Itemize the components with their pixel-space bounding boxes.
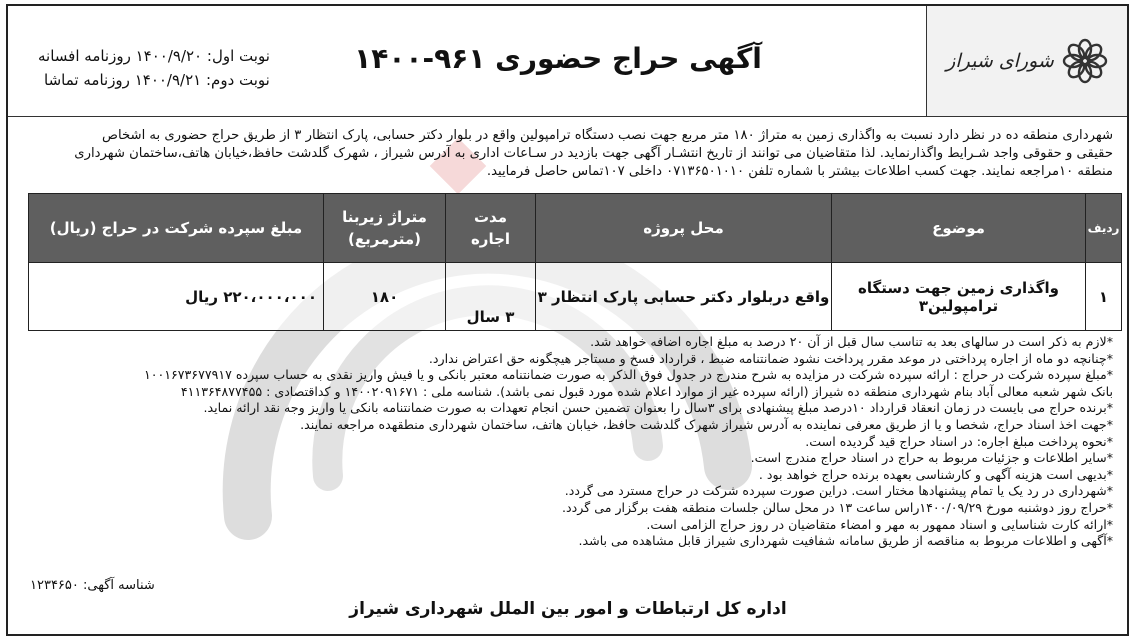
header-row-number: ردیف [1086,194,1122,263]
logo [926,6,1127,116]
cell-area: ۱۸۰ [324,263,446,331]
header-deposit: مبلغ سپرده شرکت در حراج (ریال) [29,194,324,263]
header-subject: موضوع [832,194,1086,263]
conditions-list [24,334,1113,550]
cell-subject-line: واگذاری زمین جهت دستگاه [858,278,1059,297]
cell-row-number: ۱ [1086,263,1122,331]
intro-line: شهرداری منطقه ده در نظر دارد نسبت به واگذاری زمین به متراژ ۱۸۰ متر مربع جهت نصب دستگاه ترامپولین واقع در بلوار دکتر حسابی، پارک انتظار ۳ از طریق حراج حضوری به اشخاص [102,128,1113,143]
intro-line: حقیقی و حقوقی واجد شـرایط واگذارنماید. لذا متقاضیان می توانند از تاریخ انتشـار آگهی جهت بازدید در سـاعات اداری به آدرس شیراز ، شهرک گلدشت حافظ،خیابان هاتف،ساختمان شهرداری [74,146,1113,161]
condition-item: *چنانچه دو ماه از اجاره پرداختی در موعد مقرر پرداخت نشود ضمانتنامه ضبط ، قرارداد فسخ و مستاجر هیچگونه حق اعتراض ندارد. [428,350,1113,366]
table-row [29,263,1122,331]
cell-subject-line: ترامپولین۳ [918,296,999,315]
condition-item: *جهت اخذ اسناد حراج، شخصا و یا از طریق معرفی نماینده به آدرس شیراز شهرک گلدشت حافظ، خیابان هاتف، ساختمان شهرداری منطقهده مراجعه نمایند. [300,416,1113,432]
header-period-line: مدت [473,208,508,226]
notice-first [38,44,270,68]
footer-signature: اداره کل ارتباطات و امور بین الملل شهرداری شیراز [349,599,787,619]
publication-notices [38,44,270,92]
auction-table [28,193,1122,331]
cell-deposit: ۲۲۰،۰۰۰،۰۰۰ ریال [29,263,324,331]
notice-label: نوبت دوم: [206,71,270,89]
condition-item: *آگهی و اطلاعات مربوط به مناقصه از طریق سامانه شفافیت شهرداری شیراز قابل مشاهده می باشد. [578,533,1113,549]
advertisement-frame [6,4,1129,636]
intro-paragraph [22,127,1113,181]
cell-location: واقع دربلوار دکتر حسابی پارک انتظار ۳ [536,263,832,331]
header-location: محل پروژه [536,194,832,263]
condition-item: *شهرداری در رد یک یا تمام پیشنهادها مختار است. دراین صورت سپرده شرکت در حراج مسترد می گردد. [564,483,1113,499]
condition-item: *مبلغ سپرده شرکت در حراج : ارائه سپرده شرکت در مزایده به شرح مندرج در جدول فوق الذکر به صورت ضمانتنامه معتبر بانکی و یا فیش واریز نقدی به حساب سپرده ۱۰۰۱۶۷۳۶۷۷۹۱۷ [143,367,1113,383]
table-header-row [29,194,1122,263]
cell-subject [832,263,1086,331]
header-area-line: (مترمربع) [348,230,421,248]
header-area-line: متراژ زیربنا [342,208,427,226]
intro-line: منطقه ۱۰مراجعه نمایند. جهت کسب اطلاعات بیشتر با شماره تلفن ۰۷۱۳۶۵۰۱۰۱۰ داخلی ۱۰۷تماس حاصل فرمایید. [486,164,1113,179]
notice-label: نوبت اول: [206,47,270,65]
ad-id: شناسه آگهی: ۱۲۳۴۶۵۰ [30,578,155,593]
notice-second [38,68,270,92]
condition-item: *حراج روز دوشنبه مورخ ۱۴۰۰/۰۹/۲۹راس ساعت ۱۳ در محل سالن جلسات منطقه هفت برگزار می گردد. [562,499,1113,515]
header-period [446,194,536,263]
header [8,6,1127,117]
header-period-line: اجاره [470,230,511,248]
cell-period: ۳ سال [446,263,536,331]
condition-item: *نحوه پرداخت مبلغ اجاره: در اسناد حراج قید گردیده است. [805,433,1113,449]
page-title: آگهی حراج حضوری ۹۶۱-۱۴۰۰ [354,42,762,75]
notice-value: ۱۴۰۰/۹/۲۰ روزنامه افسانه [38,47,203,65]
condition-item: بانک شهر شعبه معالی آباد بنام شهرداری منطقه ده شیراز (ارائه سپرده غیر از موارد اعلام شده مورد قبول نمی باشد). شناسه ملی : ۱۴۰۰۲۰۹۱۶۷۱ و کداقتصادی : ۴۱۱۳۶۴۸۷۷۴۵۵ [180,383,1113,399]
condition-item: *ارائه کارت شناسایی و اسناد ممهور به مهر و امضاء متقاضیان در روز حراج الزامی است. [646,516,1113,532]
header-area [324,194,446,263]
condition-item: *سایر اطلاعات و جزئیات مربوط به حراج در اسناد حراج مندرج است. [750,450,1113,466]
condition-item: *لازم به ذکر است در سالهای بعد به تناسب سال قبل از آن ۲۰ درصد به مبلغ اجاره اضافه خواهد شد. [590,334,1113,349]
logo-text: شورای شیراز [946,50,1054,72]
flower-logo-icon [1062,38,1108,84]
condition-item: *بدیهی است هزینه آگهی و کارشناسی بعهده برنده حراج خواهد بود . [758,466,1113,482]
notice-value: ۱۴۰۰/۹/۲۱ روزنامه تماشا [44,71,202,89]
condition-item: *برنده حراج می بایست در زمان انعقاد قرارداد ۱۰درصد مبلغ پیشنهادی برای ۳سال را بعنوان تضمین حسن انجام تعهدات به صورت ضمانتنامه بانکی یا واریز وجه نقد ارائه نماید. [203,400,1113,416]
